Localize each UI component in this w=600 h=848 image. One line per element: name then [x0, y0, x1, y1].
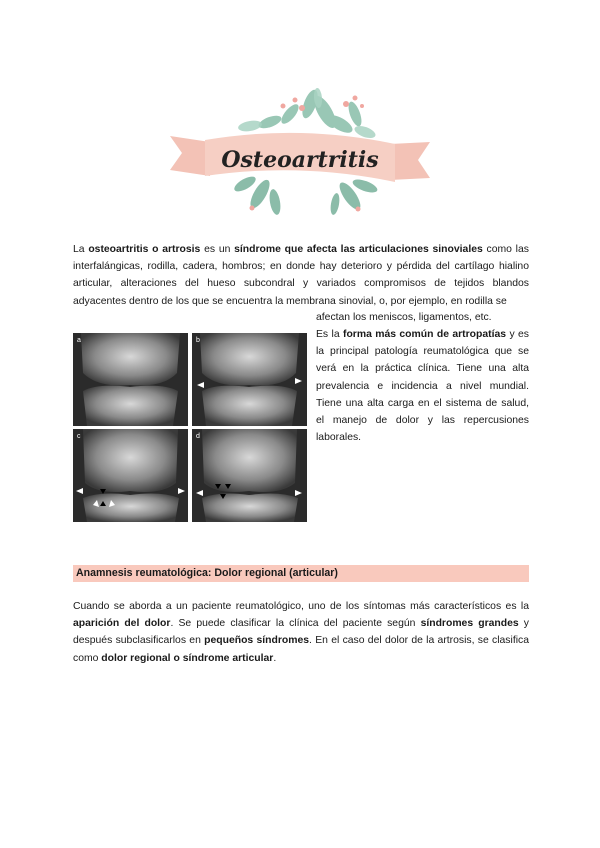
- section-heading: Anamnesis reumatológica: Dolor regional (articular): [76, 567, 338, 579]
- svg-text:d: d: [196, 433, 200, 440]
- floral-ribbon-illustration: [150, 84, 450, 224]
- xray-panel-a: [73, 333, 188, 426]
- intro-paragraph-end: afectan los meniscos, ligamentos, etc.: [316, 312, 492, 323]
- title-banner: [150, 84, 450, 224]
- svg-text:a: a: [77, 337, 81, 344]
- document-title: Osteoartritis: [221, 147, 379, 173]
- xray-panel-c: [73, 429, 188, 522]
- xray-panel-d: [192, 429, 307, 522]
- xray-panel-b: [192, 333, 307, 426]
- svg-text:c: c: [77, 433, 81, 440]
- section-heading-bar: [73, 565, 529, 582]
- common-arthropathy-paragraph: Es la forma más común de artropatías y es la principal patología reumatológica que se verá en la práctica clínica. Tiene una alta prevalencia e incidencia a nivel mundial. Tiene una alta carga en el sistema de salud, el manejo de dolor y las repercusiones laborales.: [316, 329, 529, 444]
- knee-xray-figure: [73, 333, 307, 522]
- svg-text:b: b: [196, 337, 200, 344]
- anamnesis-paragraph: Cuando se aborda a un paciente reumatológico, uno de los síntomas más característicos es la aparición del dolor. Se puede clasificar la clínica del paciente según síndromes grandes y después subclasificarlos en pequeños síndromes. En el caso del dolor de la artrosis, se clasifica como dolor regional o síndrome articular.: [73, 601, 530, 664]
- intro-paragraph: La osteoartritis o artrosis es un síndrome que afecta las articulaciones sinoviales como las interfalángicas, rodilla, cadera, hombros; en donde hay deterioro y pérdida del cartílago hialino articular, alteraciones del hueso subcondral y variados compromisos de tejidos blandos adyacentes dentro de los que se encuentra la membrana sinovial, o, por ejemplo, en rodilla se: [73, 244, 529, 307]
